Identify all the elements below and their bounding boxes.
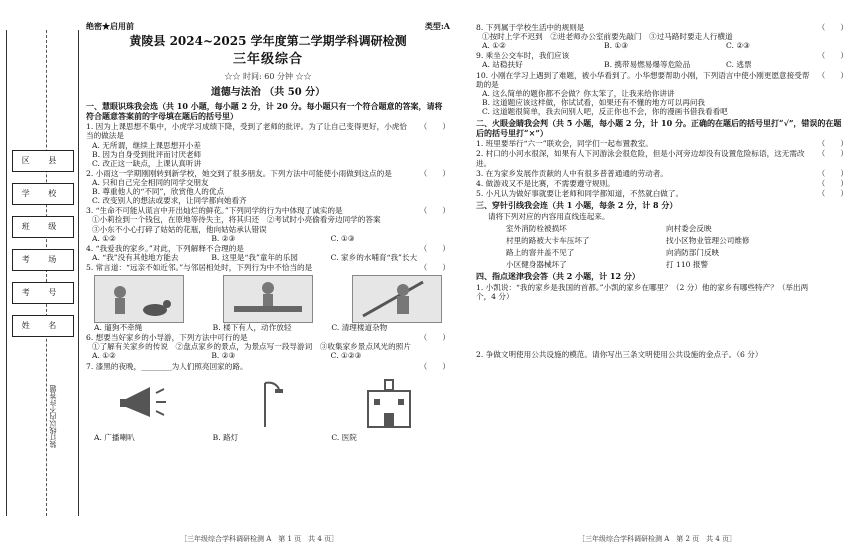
option: C. 清理楼道杂物 <box>331 323 388 333</box>
left-column <box>86 22 450 442</box>
page-footer-left: ［三年级综合学科调研检测 A 第 1 页 共 4 页］ <box>180 535 339 543</box>
section-1-heading: 一、慧眼识珠我会选（共 10 小题，每小题 2 分，计 20 分。每小题只有一个符合题意的答案，请将符合题意答案前的字母填在题后的括号里） <box>86 101 443 121</box>
option: A. 这么简单的题你都不会做？你太笨了，让我来给你讲讲 <box>482 88 675 98</box>
hospital-icon <box>354 377 424 429</box>
answer-paren[interactable]: （ ） <box>817 168 848 178</box>
answer-paren[interactable]: （ ） <box>817 139 848 149</box>
option: B. 因为自身受到批评而讨厌老师 <box>92 149 202 159</box>
option: B. 楼下有人，动作放轻 <box>212 323 292 333</box>
section-3-heading: 三、穿针引线我会连（共 1 小题，每条 2 分，计 8 分） <box>476 199 678 210</box>
answer-paren[interactable]: （ ） <box>817 23 848 32</box>
short-answer-2: 2. 争做文明使用公共设施的模范。请你写出三条文明使用公共设施的金点子。（6 分） <box>476 349 763 359</box>
class-field[interactable]: 班 级 <box>12 216 74 238</box>
statement: ①小莉捡到一个钱包，在原地等待失主，将其归还 ②考试时小亮偷看旁边同学的答案 <box>92 215 381 225</box>
question-9: 9. 乘坐公交车时，我们应该 （ ） <box>476 51 848 61</box>
option: C. 逃票 <box>726 60 752 70</box>
seal-line-notice: 装订线以内不许答题 <box>49 385 57 448</box>
match-left-item[interactable]: 村里的路被大卡车压坏了 <box>506 235 590 245</box>
question-6: 6. 想要当好家乡的小导游，下列方法中可行的是 （ ） <box>86 333 450 343</box>
question-1: 1. 因为上课思想不集中，小虎学习成绩下降，受到了老师的批评。为了让自己变得更好，小虎恰当的做法是 （ ） <box>86 122 450 141</box>
option: A. ①② <box>482 41 506 51</box>
cleaning-hallway-illustration <box>352 275 442 323</box>
section-4-heading: 四、指点迷津我会答（共 2 小题，计 12 分） <box>476 271 640 282</box>
option: C. 医院 <box>331 432 357 442</box>
judge-item: 3. 在为家乡发展作贡献的人中有很多普普通通的劳动者。 （ ） <box>476 168 848 178</box>
match-left-item[interactable]: 路上的窨井盖不见了 <box>506 247 575 257</box>
statement: ③小东不小心打碎了姑姑的花瓶，他向姑姑承认错误 <box>92 224 267 234</box>
option: C. 改变别人的想法或要求，让同学都向她看齐 <box>92 196 247 206</box>
confidential-mark: 绝密★启用前 <box>86 21 134 31</box>
answer-paren[interactable]: （ ） <box>817 70 848 80</box>
match-left-item[interactable]: 小区健身器械坏了 <box>506 259 567 269</box>
right-column <box>476 22 848 359</box>
answer-paren[interactable]: （ ） <box>817 149 848 159</box>
match-instruction: 请将下列对应的内容用直线连起来。 <box>488 211 610 221</box>
megaphone-icon <box>112 377 182 429</box>
exam-title: 黄陵县 2024~2025 学年度第二学期学科调研检测 <box>129 33 407 48</box>
binding-margin <box>0 0 82 556</box>
judge-item: 4. 做游戏又不是比赛，不需要遵守规则。 （ ） <box>476 178 848 188</box>
time-limit: ☆☆ 时间: 60 分钟 ☆☆ <box>224 71 312 81</box>
option: C. ②③ <box>726 41 750 51</box>
question-7: 7. 漆黑的夜晚，________为人们照亮回家的路。 （ ） <box>86 361 450 371</box>
exam-number-field[interactable]: 考 号 <box>12 282 74 304</box>
question-8: 8. 下列属于学校生活中的规则是 （ ） <box>476 23 848 32</box>
option: B. 路灯 <box>212 432 239 442</box>
option: B. ②③ <box>211 351 236 361</box>
option: A. 无所谓，继续上课思想开小差 <box>92 140 202 150</box>
question-3: 3. “生命不可能从谎言中开出灿烂的鲜花。”下列同学的行为中体现了诚实的是 （ ） <box>86 206 450 216</box>
binding-dashed-line <box>46 30 47 516</box>
option: B. ①③ <box>604 41 629 51</box>
match-right-item[interactable]: 打 110 报警 <box>666 259 709 269</box>
answer-paren[interactable]: （ ） <box>817 188 848 198</box>
option: C. 这道题很简单，我去问别人吧，反正你也不会，你的漫画书借我看看吧 <box>482 106 728 116</box>
short-answer-1: 1. 小凯说：“我的家乡是我国的首都。”小凯的家乡在哪里？（2 分）他的家乡有哪些特产？（举出两个，4 分） <box>476 282 809 301</box>
answer-paren[interactable]: （ ） <box>419 122 450 132</box>
question-5: 5. 常言道：“远亲不如近邻。”与邻居相处时，下列行为中不恰当的是 （ ） <box>86 263 450 272</box>
option: B. ②③ <box>211 233 236 243</box>
option: A. ①② <box>92 233 116 243</box>
school-field[interactable]: 学 校 <box>12 183 74 205</box>
option: B. 这里是“我”童年的乐园 <box>211 252 298 262</box>
option: C. 家乡的水哺育“我”长大 <box>330 252 418 262</box>
match-right-item[interactable]: 找小区物业管理公司维修 <box>666 235 750 245</box>
option: B. 尊重他人的“不同”，欣赏他人的优点 <box>92 187 225 197</box>
answer-paren[interactable]: （ ） <box>419 243 450 253</box>
district-field[interactable]: 区 县 <box>12 150 74 172</box>
answer-paren[interactable]: （ ） <box>419 333 450 343</box>
statement: ①了解有关家乡的传说 ②盘点家乡的景点，为景点写一段导游词 ③收集家乡景点风光的照片 <box>92 342 411 352</box>
question-10: 10. 小刚在学习上遇到了难题，被小华看到了。小华想要帮助小刚，下列语言中使小刚更愿意接受帮助的是 （ ） <box>476 70 848 89</box>
question-2: 2. 小雨这一学期刚刚转到新学校，她交到了很多朋友。下列方法中可能使小雨做到这点的是 （ ） <box>86 168 450 178</box>
judge-item: 1. 班里要举行“六一”联欢会，同学们一起布置教室。 （ ） <box>476 139 848 149</box>
exam-subtitle: 三年级综合 <box>232 51 303 67</box>
answer-paren[interactable]: （ ） <box>419 361 450 371</box>
binding-line <box>78 30 79 516</box>
answer-area[interactable] <box>476 301 848 349</box>
option: A. “我”没有其他地方能去 <box>92 252 179 262</box>
option: A. 遛狗不牵绳 <box>94 323 143 333</box>
option: A. 站稳扶好 <box>482 60 523 70</box>
option: B. 携带易燃易爆等危险品 <box>604 60 691 70</box>
section-2-heading: 二、火眼金睛我会判（共 5 小题，每小题 2 分，计 10 分。正确的在题后的括号里打“√”，错误的在题后的括号里打“×”） <box>476 118 842 138</box>
answer-paren[interactable]: （ ） <box>419 206 450 216</box>
option: C. 改正这一缺点，上课认真听讲 <box>92 158 202 168</box>
match-right-item[interactable]: 向村委会反映 <box>666 223 712 233</box>
name-field[interactable]: 姓 名 <box>12 315 74 337</box>
option: A. 只和自己完全相同的同学交朋友 <box>92 178 209 188</box>
statement: ①按时上学不迟到 ②进老师办公室前要先敲门 ③过马路时要走人行横道 <box>482 32 733 42</box>
answer-paren[interactable]: （ ） <box>419 168 450 178</box>
binding-line <box>6 30 7 516</box>
option: A. 广播喇叭 <box>94 432 135 442</box>
answer-paren[interactable]: （ ） <box>817 178 848 188</box>
option: A. ①② <box>92 351 116 361</box>
page-footer-right: ［三年级综合学科调研检测 A 第 2 页 共 4 页］ <box>578 535 737 543</box>
option: C. ①③ <box>330 233 355 243</box>
dog-walking-illustration <box>94 275 184 323</box>
quiet-walking-illustration <box>223 275 313 323</box>
judge-item: 5. 小凡认为做好事就要让老师和同学都知道，不然就白做了。 （ ） <box>476 188 848 198</box>
option: C. ①②③ <box>330 351 362 361</box>
subject-heading: 道德与法治 （共 50 分） <box>210 87 326 99</box>
option: B. 这道题应该这样做，你试试看，如果还有不懂的地方可以再问我 <box>482 97 706 107</box>
answer-paren[interactable]: （ ） <box>817 51 848 61</box>
streetlight-icon <box>233 377 303 429</box>
question-4: 4. “我爱我的家乡。”对此，下列解释不合理的是 （ ） <box>86 243 450 253</box>
match-left-item[interactable]: 室外消防栓被损坏 <box>506 223 567 233</box>
match-right-item[interactable]: 向消防部门反映 <box>666 247 720 257</box>
answer-paren[interactable]: （ ） <box>419 263 450 272</box>
exam-room-field[interactable]: 考 场 <box>12 249 74 271</box>
judge-item: 2. 村口的小河水很深，如果有人下河游泳会很危险，但是小河旁边却没有设置危险标语，这无需改进。 （ ） <box>476 149 848 168</box>
paper-type: 类型:A <box>424 21 450 31</box>
